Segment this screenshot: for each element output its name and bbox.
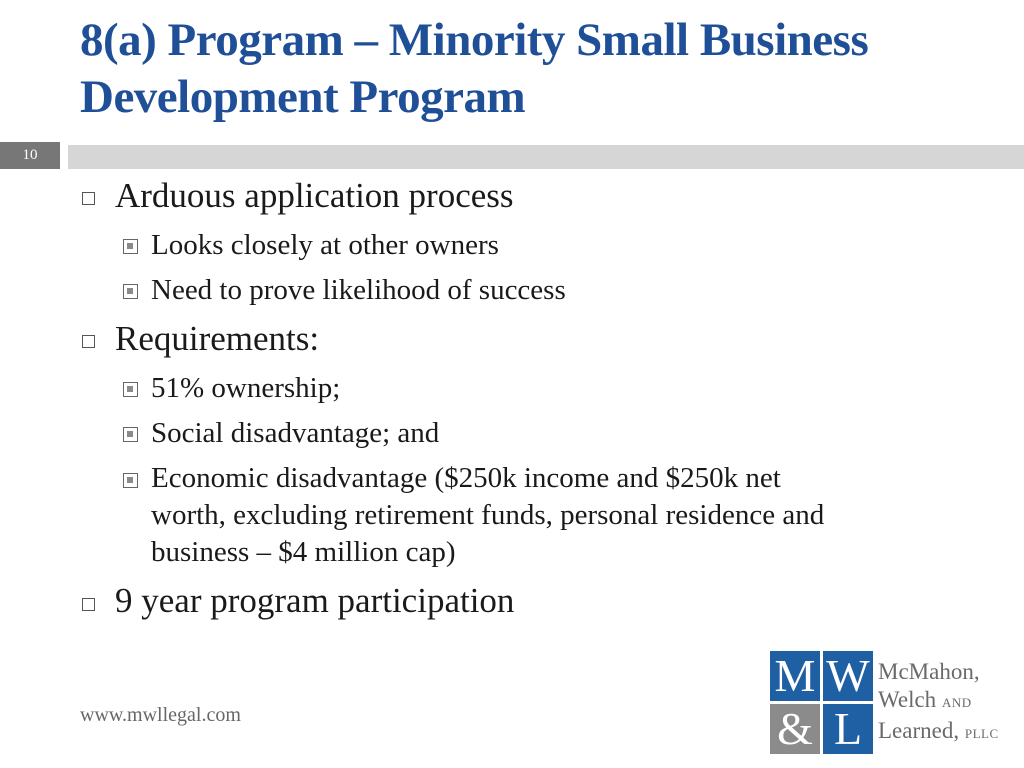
firm-name-and: AND [941, 695, 972, 710]
header-rule [68, 145, 1024, 169]
square-bullet-icon [123, 239, 138, 254]
slide-title [80, 12, 1000, 126]
firm-name-line-2: Welch [878, 687, 937, 712]
logo-letter: & [770, 704, 820, 754]
firm-name [878, 658, 999, 748]
square-bullet-icon [82, 598, 95, 611]
square-bullet-icon [82, 335, 95, 348]
square-bullet-icon [123, 382, 138, 397]
list-item: Social disadvantage; and [151, 417, 440, 449]
firm-name-pllc: PLLC [964, 726, 999, 741]
square-bullet-icon [123, 284, 138, 299]
list-item: 9 year program participation [115, 581, 515, 620]
title-line-2: Development Program [80, 71, 526, 123]
logo-letter: L [823, 704, 873, 754]
list-item: Arduous application process [115, 176, 514, 215]
list-item: Economic disadvantage ($250k income and $250k net [151, 462, 781, 494]
square-bullet-icon [123, 427, 138, 442]
list-item-continuation: business – $4 million cap) [151, 536, 456, 568]
firm-name-line-1: McMahon, [878, 659, 980, 684]
slide-number: 10 [0, 142, 60, 169]
title-line-1: 8(a) Program – Minority Small Business [80, 14, 869, 66]
list-item: 51% ownership; [151, 372, 341, 404]
logo-letter: M [770, 651, 820, 701]
list-item: Need to prove likelihood of success [151, 274, 566, 306]
logo-letter: W [823, 651, 873, 701]
square-bullet-icon [123, 473, 138, 488]
list-item: Looks closely at other owners [151, 229, 499, 261]
list-item-continuation: worth, excluding retirement funds, personal residence and [151, 499, 825, 531]
firm-name-line-3: Learned, [878, 718, 960, 743]
firm-logo [770, 650, 870, 754]
square-bullet-icon [82, 192, 95, 205]
list-item: Requirements: [115, 319, 320, 358]
footer-url: www.mwllegal.com [80, 704, 241, 726]
